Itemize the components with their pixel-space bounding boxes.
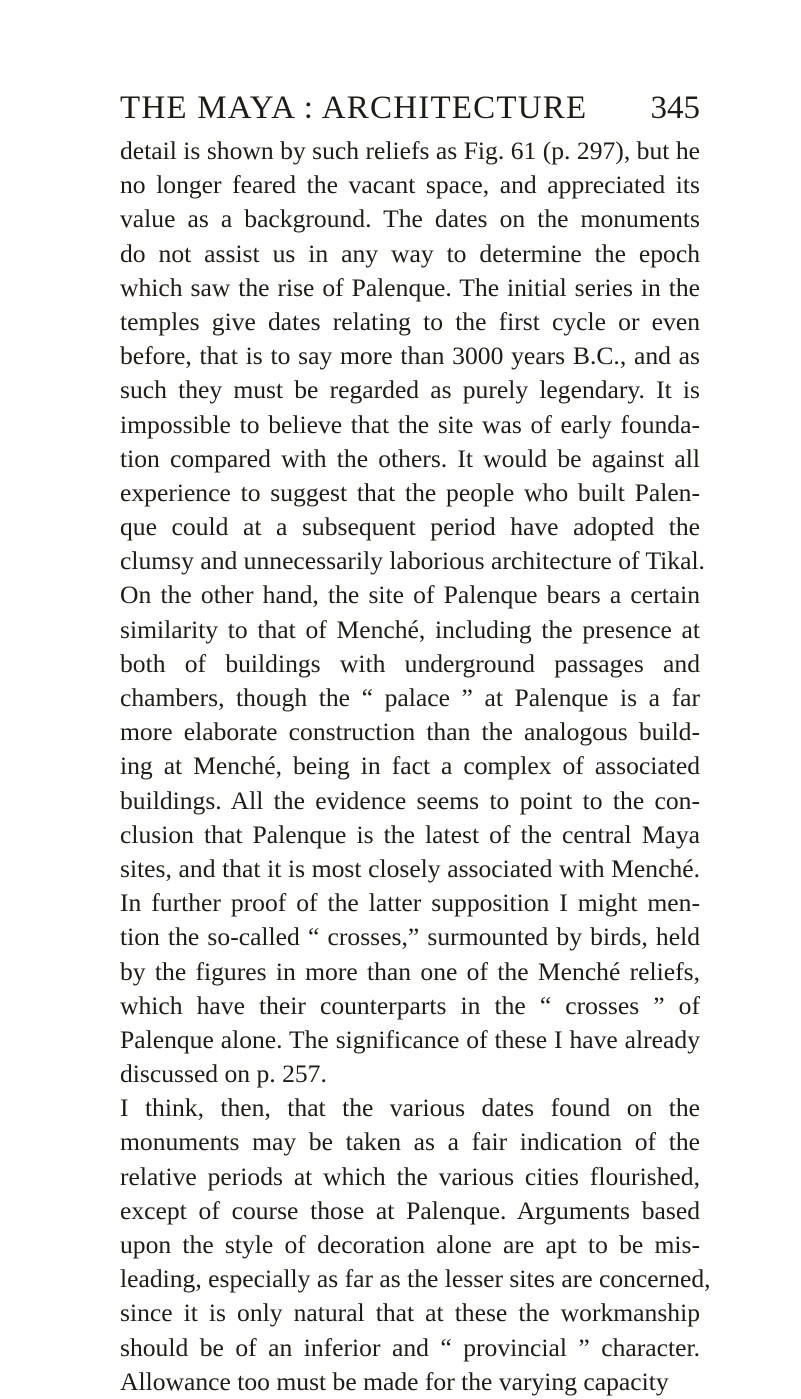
text-line: should be of an inferior and “ provincial ” character. bbox=[120, 1332, 700, 1362]
text-line: On the other hand, the site of Palenque bears a certain bbox=[120, 580, 700, 610]
text-line: monuments may be taken as a fair indication of the bbox=[120, 1127, 700, 1157]
text-line: no longer feared the vacant space, and appreciated its bbox=[120, 170, 700, 200]
text-line: ing at Menché, being in fact a complex of associated bbox=[120, 751, 700, 781]
text-line: value as a background. The dates on the monuments bbox=[120, 204, 700, 234]
text-line: since it is only natural that at these the workmanship bbox=[120, 1298, 700, 1328]
text-line: more elaborate construction than the analogous build- bbox=[120, 717, 700, 747]
text-line: by the figures in more than one of the Menché reliefs, bbox=[120, 956, 700, 986]
text-line: que could at a subsequent period have adopted the bbox=[120, 512, 700, 542]
page-number: 345 bbox=[650, 90, 700, 126]
text-line: I think, then, that the various dates found on the bbox=[120, 1093, 700, 1123]
text-line: which have their counterparts in the “ crosses ” of bbox=[120, 990, 700, 1020]
text-line: discussed on p. 257. bbox=[120, 1059, 327, 1089]
text-line: upon the style of decoration alone are apt to be mis- bbox=[120, 1230, 700, 1259]
text-line: leading, especially as far as the lesser sites are concerned, bbox=[120, 1264, 711, 1294]
text-line: clusion that Palenque is the latest of the central Maya bbox=[120, 819, 700, 849]
body-text bbox=[120, 134, 711, 1399]
running-head: THE MAYA : ARCHITECTURE bbox=[120, 90, 588, 126]
text-line: except of course those at Palenque. Arguments based bbox=[120, 1195, 700, 1225]
text-line: which saw the rise of Palenque. The initial series in the bbox=[120, 272, 700, 302]
text-line: chambers, though the “ palace ” at Palenque is a far bbox=[120, 683, 700, 712]
text-line: Palenque alone. The significance of these I have already bbox=[120, 1024, 700, 1054]
text-line: Allowance too must be made for the varying capacity bbox=[120, 1366, 669, 1396]
text-line: detail is shown by such reliefs as Fig. 61 (p. 297), but he bbox=[120, 136, 700, 165]
text-line: temples give dates relating to the first cycle or even bbox=[120, 306, 700, 336]
text-line: before, that is to say more than 3000 years B.C., and as bbox=[120, 341, 700, 371]
text-line: tion the so-called “ crosses,” surmounted by birds, held bbox=[120, 922, 700, 952]
text-line: similarity to that of Menché, including the presence at bbox=[120, 614, 700, 644]
text-line: do not assist us in any way to determine the epoch bbox=[120, 238, 700, 268]
text-line: relative periods at which the various cities flourished, bbox=[120, 1161, 700, 1191]
text-line: clumsy and unnecessarily laborious architecture of Tikal. bbox=[120, 546, 705, 576]
text-line: In further proof of the latter supposition I might men- bbox=[120, 888, 700, 918]
text-line: both of buildings with underground passages and bbox=[120, 648, 700, 678]
text-line: buildings. All the evidence seems to point to the con- bbox=[120, 785, 700, 815]
text-line: such they must be regarded as purely legendary. It is bbox=[120, 375, 700, 405]
page-header bbox=[120, 86, 700, 130]
text-line: impossible to believe that the site was of early founda- bbox=[120, 409, 700, 439]
text-line: sites, and that it is most closely associated with Menché. bbox=[120, 853, 700, 883]
text-line: experience to suggest that the people who built Palen- bbox=[120, 477, 700, 507]
text-line: tion compared with the others. It would be against all bbox=[120, 443, 700, 473]
